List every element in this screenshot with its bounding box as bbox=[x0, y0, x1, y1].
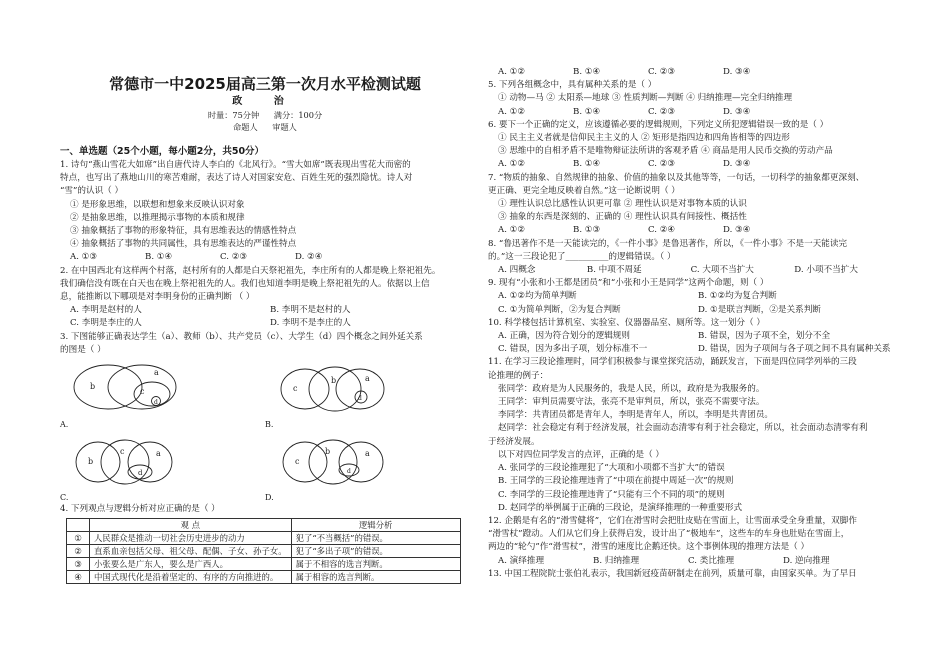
q11-example: 赵同学：社会稳定有利于经济发展，社会面动态清零有利于社会稳定，所以，社会面动态清零有利 bbox=[498, 423, 868, 434]
exam-score: 满分：100分 bbox=[273, 110, 323, 120]
q1-stem-line: “雪”的认识（ ） bbox=[60, 186, 124, 197]
venn-diagram-d bbox=[265, 434, 470, 492]
section-heading: 一、单选题（25个小题，每小题2分，共50分） bbox=[60, 146, 265, 157]
q2-option-b[interactable]: B. 李明不是赵村的人 bbox=[270, 305, 351, 316]
q8-option-a[interactable]: A. 四概念 bbox=[498, 265, 536, 276]
venn-diagram-a bbox=[60, 361, 265, 419]
q7-item: ③ 抽象的东西是深刻的、正确的 ④ 理性认识具有间接性、概括性 bbox=[498, 212, 747, 223]
table-cell-analysis: 属于相容的选言判断。 bbox=[291, 571, 460, 584]
venn-label-a: a bbox=[365, 374, 370, 384]
q2-stem-line: 2. 在中国西北有这样两个村落，赵村所有的人都是白天祭祀祖先，李庄所有的人都是晚上祭祀祖先。 bbox=[60, 265, 441, 276]
q8-option-d[interactable]: D. 小项不当扩大 bbox=[794, 265, 858, 276]
venn-label-b: b bbox=[88, 457, 94, 467]
venn-circle-b bbox=[309, 367, 361, 411]
q11-ask: 以下对四位同学发言的点评，正确的是（ ） bbox=[498, 449, 665, 460]
table-cell-analysis: 犯了“多出子项”的错误。 bbox=[291, 545, 460, 558]
q7-options bbox=[488, 224, 898, 237]
table-cell-num: ① bbox=[67, 532, 90, 545]
question-13 bbox=[488, 568, 898, 581]
question-4 bbox=[60, 503, 470, 584]
q1-item: ② 是抽象思维，以推理揭示事物的本质和规律 bbox=[70, 212, 245, 223]
table-cell-analysis: 属于不相容的选言判断。 bbox=[291, 558, 460, 571]
venn-diagram-b bbox=[265, 361, 470, 419]
q12-stem-line: “滑雪杖”蹬动。人们从它们身上获得启发，设计出了“极地车”，这些车的车身也肚贴在雪面上， bbox=[488, 529, 850, 540]
q10-option-b[interactable]: B. 错误，因为子项不全，划分不全 bbox=[698, 331, 831, 342]
q7-option-d[interactable]: D. ③④ bbox=[723, 225, 751, 236]
q9-option-b[interactable]: B. ①②均为复合判断 bbox=[698, 291, 777, 302]
q4-option-b[interactable]: B. ①④ bbox=[573, 67, 601, 77]
question-10 bbox=[488, 317, 898, 357]
q2-stem-line: 我们确信没有既在白天也在晚上祭祀祖先的人。我们也知道李明是晚上祭祀祖先的人。依据以上信 bbox=[60, 278, 430, 289]
table-cell-view: 中国式现代化是沿着坚定的、有序的方向推进的。 bbox=[90, 571, 292, 584]
q3-diagram-a[interactable] bbox=[60, 361, 265, 430]
q7-item: ① 理性认识总比感性认识更可靠 ② 理性认识是对事物本质的认识 bbox=[498, 199, 747, 210]
q1-option-d[interactable]: D. ②④ bbox=[295, 252, 323, 263]
q13-stem-line: 13. 中国工程院院士张伯礼表示，我国新冠疫苗研制走在前列，质量可靠，由国家买单。为了早日 bbox=[488, 568, 857, 579]
q5-option-d[interactable]: D. ③④ bbox=[723, 106, 751, 117]
table-row bbox=[67, 545, 461, 558]
venn-label-c: c bbox=[140, 387, 145, 397]
q5-option-c[interactable]: C. ②③ bbox=[648, 106, 676, 117]
table-cell-view: 直系血亲包括父母、祖父母、配偶、子女、孙子女。 bbox=[90, 545, 292, 558]
diagram-label-c: C. bbox=[60, 493, 69, 503]
venn-label-a: a bbox=[154, 368, 159, 378]
q4-option-d[interactable]: D. ③④ bbox=[723, 67, 751, 77]
question-5 bbox=[488, 79, 898, 119]
q2-option-d[interactable]: D. 李明不是李庄的人 bbox=[270, 318, 351, 329]
q10-options bbox=[488, 330, 898, 343]
exam-author: 命题人 bbox=[233, 122, 258, 132]
table-cell-num: ② bbox=[67, 545, 90, 558]
q5-option-a[interactable]: A. ①② bbox=[498, 106, 526, 117]
question-11 bbox=[488, 356, 898, 514]
exam-title: 常德市一中2025届高三第一次月水平检测试题 bbox=[109, 75, 421, 93]
q12-options bbox=[488, 555, 898, 568]
q1-item: ④ 抽象概括了事物的共同属性，具有思维表达的严谨性特点 bbox=[70, 239, 297, 250]
venn-circle-c bbox=[281, 369, 329, 409]
table-header-cell: 逻辑分析 bbox=[291, 519, 460, 532]
q12-option-d[interactable]: D. 逆向推理 bbox=[783, 555, 830, 566]
q1-option-a[interactable]: A. ①③ bbox=[70, 252, 98, 263]
q5-items: ① 动物—马 ② 太阳系—地球 ③ 性质判断—判断 ④ 归纳推理—完全归纳推理 bbox=[498, 93, 793, 104]
question-8 bbox=[488, 238, 898, 278]
question-3 bbox=[60, 331, 470, 503]
venn-circle-c bbox=[283, 442, 327, 482]
q6-options bbox=[488, 158, 898, 171]
q8-option-c[interactable]: C. 大项不当扩大 bbox=[690, 265, 754, 276]
q5-option-b[interactable]: B. ①④ bbox=[573, 106, 601, 117]
q10-option-a[interactable]: A. 正确，因为符合划分的逻辑规则 bbox=[498, 331, 630, 342]
exam-time: 时量：75分钟 bbox=[207, 110, 260, 120]
venn-label-b: b bbox=[90, 382, 96, 392]
table-header-cell: 观 点 bbox=[90, 519, 292, 532]
q9-option-a[interactable]: A. ①②均为简单判断 bbox=[498, 291, 577, 302]
table-header-cell bbox=[67, 519, 90, 532]
q11-option-d[interactable]: D. 赵同学的举例属于正确的三段论，是演绎推理的一种重要形式 bbox=[498, 502, 743, 513]
table-cell-num: ④ bbox=[67, 571, 90, 584]
q8-options bbox=[488, 264, 898, 277]
q11-option-a[interactable]: A. 张同学的三段论推理犯了“大项和小项都不当扩大”的错误 bbox=[498, 463, 725, 474]
table-cell-num: ③ bbox=[67, 558, 90, 571]
q3-stem-line: 的图是（ ） bbox=[60, 344, 106, 355]
q10-option-d[interactable]: D. 错误，因为子项间与各子项之间不具有属种关系 bbox=[698, 344, 891, 355]
table-header-row bbox=[67, 519, 461, 532]
q1-options bbox=[60, 251, 470, 264]
q8-stem-line: 8. “鲁迅著作不是一天能读完的，《一件小事》是鲁迅著作，所以，《一件小事》不是一天能读完 bbox=[488, 238, 848, 249]
q9-stem: 9. 现有“小张和小王都是团员”和“小张和小王是同学”这两个命题，则（ ） bbox=[488, 278, 769, 289]
q11-example: 王同学：审判员需要守法，张亮不是审判员，所以，张亮不需要守法。 bbox=[498, 397, 765, 408]
exam-reviewer: 审题人 bbox=[272, 122, 297, 132]
q1-stem-line: 1. 诗句“燕山雪花大如席”出自唐代诗人李白的《北风行》。“雪大如席”既表现出雪花大而密的 bbox=[60, 160, 411, 170]
q1-option-c[interactable]: C. ②③ bbox=[220, 252, 248, 263]
question-12 bbox=[488, 515, 898, 568]
q11-stem-line: 论推理的例子： bbox=[488, 370, 549, 381]
q4-stem: 4. 下列观点与逻辑分析对应正确的是（ ） bbox=[60, 504, 220, 515]
venn-label-d: d bbox=[154, 399, 158, 407]
venn-label-c: c bbox=[293, 384, 298, 394]
q4-table bbox=[66, 518, 461, 584]
q10-options bbox=[488, 343, 898, 356]
venn-diagram-c bbox=[60, 434, 265, 492]
left-column bbox=[60, 0, 470, 584]
q7-option-a[interactable]: A. ①② bbox=[498, 225, 526, 236]
q6-item: ① 民主主义者就是信仰民主主义的人 ② 矩形是指四边和四角皆相等的四边形 bbox=[498, 133, 790, 144]
venn-label-a: a bbox=[365, 449, 370, 459]
table-cell-analysis: 犯了“不当概括”的错误。 bbox=[291, 532, 460, 545]
venn-label-a: a bbox=[156, 449, 161, 459]
q12-option-b[interactable]: B. 归纳推理 bbox=[593, 555, 640, 566]
q2-option-c[interactable]: C. 李明是李庄的人 bbox=[70, 318, 142, 329]
q4-option-c[interactable]: C. ②③ bbox=[648, 67, 676, 77]
q4-options bbox=[488, 66, 898, 79]
q1-stem-line: 特点，也写出了燕地山川的寒苦难耐，表达了诗人对国家安危、百姓生死的强烈隐忧。诗人对 bbox=[60, 173, 413, 184]
q7-stem-line: 7. “物质的抽象、自然规律的抽象、价值的抽象以及其他等等，一句话，一切科学的抽象都更深刻、 bbox=[488, 172, 865, 183]
q3-diagram-d[interactable] bbox=[265, 434, 470, 503]
q6-option-c[interactable]: C. ②③ bbox=[648, 159, 676, 170]
q10-option-c[interactable]: C. 错误，因为多出子项，划分标准不一 bbox=[498, 344, 648, 355]
q2-options bbox=[60, 304, 470, 317]
q9-options bbox=[488, 290, 898, 303]
q3-stem-line: 3. 下图能够正确表达学生（a）、教师（b）、共产党员（c）、大学生（d）四个概念之间外延关系 bbox=[60, 331, 423, 342]
venn-label-b: b bbox=[331, 376, 337, 386]
venn-label-b: b bbox=[325, 447, 331, 457]
venn-label-c: c bbox=[120, 447, 125, 457]
table-row bbox=[67, 558, 461, 571]
venn-circle-c bbox=[101, 440, 149, 484]
q6-option-d[interactable]: D. ③④ bbox=[723, 159, 751, 170]
q5-stem: 5. 下列各组概念中，具有属种关系的是（ ） bbox=[488, 80, 657, 91]
q7-option-c[interactable]: C. ②④ bbox=[648, 225, 676, 236]
q2-options bbox=[60, 317, 470, 330]
q11-option-b[interactable]: B. 王同学的三段论推理违背了“中项在前提中周延一次”的规则 bbox=[498, 476, 734, 487]
diagram-label-a: A. bbox=[60, 420, 69, 430]
right-column bbox=[488, 0, 898, 581]
q12-stem-line: 两边的“轮勺”作“滑雪杖”，滑雪的速度比企鹅还快。这个事例体现的推理方法是（ ） bbox=[488, 542, 810, 553]
q6-stem: 6. 要下一个正确的定义，应该遵循必要的逻辑规则，下列定义所犯逻辑错误一致的是（ ） bbox=[488, 119, 829, 130]
q9-option-c[interactable]: C. ①为简单判断，②为复合判断 bbox=[498, 304, 621, 315]
q8-stem-line: 的。”这一三段论犯了__________的逻辑错误。（ ） bbox=[488, 251, 676, 262]
q1-item: ③ 抽象概括了事物的形象特征，具有思维表达的情感性特点 bbox=[70, 226, 297, 237]
q4-option-a[interactable]: A. ①② bbox=[498, 67, 526, 77]
diagram-label-b: B. bbox=[265, 420, 274, 430]
q3-diagram-row bbox=[60, 434, 470, 503]
q6-option-a[interactable]: A. ①② bbox=[498, 159, 526, 170]
q7-option-b[interactable]: B. ①③ bbox=[573, 225, 601, 236]
q9-option-d[interactable]: D. ①是联言判断，②是关系判断 bbox=[698, 304, 821, 315]
q5-options bbox=[488, 106, 898, 119]
question-6 bbox=[488, 119, 898, 172]
q6-option-b[interactable]: B. ①④ bbox=[573, 159, 601, 170]
q11-example: 于经济发展。 bbox=[488, 436, 540, 447]
q11-example: 李同学：共青团员都是青年人，李明是青年人，所以，李明是共青团员。 bbox=[498, 410, 774, 421]
table-row bbox=[67, 571, 461, 584]
venn-label-c: c bbox=[295, 457, 300, 467]
q3-diagram-b[interactable] bbox=[265, 361, 470, 430]
question-9 bbox=[488, 277, 898, 317]
q12-option-c[interactable]: C. 类比推理 bbox=[688, 555, 735, 566]
venn-circle-b bbox=[76, 442, 120, 482]
q1-option-b[interactable]: B. ①④ bbox=[145, 252, 173, 263]
diagram-label-d: D. bbox=[265, 493, 274, 503]
q11-option-c[interactable]: C. 李同学的三段论推理违背了“只能有三个不同的项”的规则 bbox=[498, 489, 725, 500]
q6-item: ③ 思维中的自相矛盾不是唯物辩证法所讲的客观矛盾 ④ 商品是用人民币交换的劳动产品 bbox=[498, 146, 833, 157]
q8-option-b[interactable]: B. 中项不周延 bbox=[586, 265, 642, 276]
question-7 bbox=[488, 172, 898, 238]
venn-label-d: d bbox=[358, 395, 362, 403]
q3-diagram-c[interactable] bbox=[60, 434, 265, 503]
q2-option-a[interactable]: A. 李明是赵村的人 bbox=[70, 305, 142, 316]
q11-example: 张同学：政府是为人民服务的，我是人民，所以，政府是为我服务的。 bbox=[498, 383, 765, 394]
venn-label-d: d bbox=[138, 469, 143, 478]
q11-stem-line: 11. 在学习三段论推理时，同学们积极参与课堂探究活动，踊跃发言，下面是四位同学列举的三段 bbox=[488, 357, 857, 368]
q9-options bbox=[488, 304, 898, 317]
venn-label-d: d bbox=[347, 468, 351, 476]
q3-diagram-row bbox=[60, 361, 470, 430]
q2-stem-line: 息，能推断以下哪项是对李明身份的正确判断 （ ） bbox=[60, 292, 255, 303]
question-2 bbox=[60, 265, 470, 331]
q7-stem-line: 更正确、更完全地反映着自然。”这一论断说明（ ） bbox=[488, 185, 680, 196]
table-row bbox=[67, 532, 461, 545]
table-cell-view: 小张要么是广东人，要么是广西人。 bbox=[90, 558, 292, 571]
exam-time-score bbox=[60, 109, 470, 121]
exam-subject: 政 治 bbox=[232, 96, 298, 107]
q12-option-a[interactable]: A. 演绎推理 bbox=[498, 555, 545, 566]
q12-stem-line: 12. 企鹅是有名的“滑雪健将”，它们在滑雪时会把肚皮贴在雪面上，让雪面承受全身重量，双脚作 bbox=[488, 515, 857, 526]
table-cell-view: 人民群众是推动一切社会历史进步的动力 bbox=[90, 532, 292, 545]
venn-circle-b bbox=[309, 440, 357, 484]
exam-authors bbox=[60, 121, 470, 133]
q10-stem: 10. 科学楼包括计算机室、实验室、仪器器品室、厕所等。这一划分（ ） bbox=[488, 317, 765, 328]
q1-item: ① 是形象思维，以联想和想象来反映认识对象 bbox=[70, 199, 245, 210]
question-1 bbox=[60, 159, 470, 265]
